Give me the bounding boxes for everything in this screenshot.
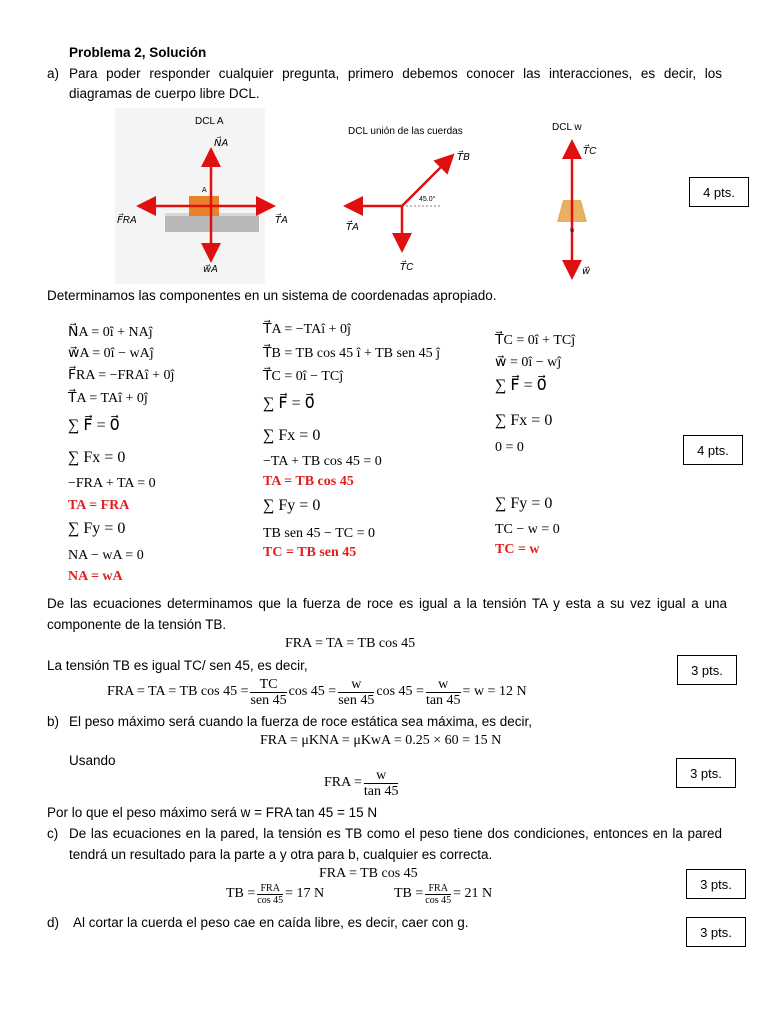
roce-line2: componente de la tensión TB. [47, 617, 227, 632]
equation: ∑ F⃗ = 0⃗ [68, 417, 120, 434]
equation: FRA = μKNA = μKwA = 0.25 × 60 = 15 N [260, 733, 502, 748]
label-wa: w⃗A [203, 264, 218, 275]
equation-fraction [226, 883, 324, 906]
equation: ∑ Fx = 0 [68, 449, 126, 466]
label-ta2: T⃗A [346, 222, 359, 233]
eq-part: TB = [394, 886, 424, 902]
points-box: 4 pts. [689, 177, 749, 207]
list-marker-a: a) [47, 66, 60, 81]
equation: ∑ Fy = 0 [263, 497, 321, 514]
para-b-text: El peso máximo será cuando la fuerza de roce estática sea máxima, es decir, [69, 714, 532, 729]
eq-part: cos 45 = [288, 684, 337, 700]
equation: ∑ Fy = 0 [68, 520, 126, 537]
points-box: 3 pts. [677, 655, 737, 685]
eq-part: FRA = TA = TB cos 45 = [107, 684, 249, 700]
components-intro: Determinamos las componentes en un sistema de coordenadas apropiado. [47, 288, 497, 303]
eq-part: = 17 N [285, 886, 325, 902]
equation: w⃗ = 0î − wĵ [495, 355, 562, 370]
fraction-num: FRA [257, 883, 283, 895]
fraction-num: w [426, 677, 461, 693]
fraction-den: tan 45 [425, 693, 461, 709]
equation: TB sen 45 − TC = 0 [263, 526, 375, 541]
equation: N⃗A = 0î + NAĵ [68, 325, 153, 340]
points-box: 3 pts. [686, 869, 746, 899]
equation: T⃗A = −TAî + 0ĵ [263, 322, 351, 337]
equation-result: NA = wA [68, 569, 123, 584]
equation: T⃗C = 0î − TCĵ [263, 369, 344, 384]
equation: T⃗A = TAî + 0ĵ [68, 391, 148, 406]
fraction-num: w [338, 677, 374, 693]
equation: ∑ Fx = 0 [495, 412, 553, 429]
equation: ∑ F⃗ = 0⃗ [263, 395, 315, 412]
block-a-label: A [202, 187, 207, 194]
roce-line1: De las ecuaciones determinamos que la fuerza de roce es igual a la tensión TA y esta a su vez igual a una [47, 596, 727, 611]
para-a-line1: Para poder responder cualquier pregunta, primero debemos conocer las interacciones, es decir, los [69, 66, 722, 81]
fraction [364, 768, 399, 800]
equation-result: TC = w [495, 542, 540, 557]
eq-part: = 21 N [453, 886, 493, 902]
fraction [426, 677, 461, 709]
equation-fraction [394, 883, 492, 906]
para-a-line2: diagramas de cuerpo libre DCL. [69, 86, 260, 101]
list-marker-b: b) [47, 714, 60, 729]
equation: NA − wA = 0 [68, 548, 144, 563]
label-ta: T⃗A [275, 215, 288, 226]
label-tc-w: T⃗C [583, 146, 597, 157]
points-box: 3 pts. [676, 758, 736, 788]
equation-fraction [324, 768, 400, 800]
equation-result: TC = TB sen 45 [263, 545, 357, 560]
dcl-w-title: DCL w [552, 122, 582, 133]
label-tc: T⃗C [400, 262, 414, 273]
fraction [425, 883, 451, 906]
label-fra: F⃗RA [117, 215, 137, 226]
equation: F⃗RA = −FRAî + 0ĵ [68, 368, 175, 383]
dcl-diagrams [115, 108, 625, 288]
equation-result: TA = FRA [68, 498, 130, 513]
fraction-den: cos 45 [425, 895, 452, 906]
equation: FRA = TA = TB cos 45 [285, 636, 416, 651]
label-tb: T⃗B [457, 152, 470, 163]
eq-part: = w = 12 N [462, 684, 527, 700]
para-d-text: Al cortar la cuerda el peso cae en caída libre, es decir, caer con g. [73, 915, 469, 930]
usando-label: Usando [69, 753, 116, 768]
eq-part: TB = [226, 886, 256, 902]
dcl-cuerdas-title: DCL unión de las cuerdas [348, 126, 463, 137]
label-na: N⃗A [214, 138, 229, 149]
fraction [250, 677, 286, 709]
equation: ∑ Fy = 0 [495, 495, 553, 512]
para-b-result: Por lo que el peso máximo será w = FRA tan 45 = 15 N [47, 805, 378, 820]
fraction [338, 677, 374, 709]
fraction-num: FRA [425, 883, 451, 895]
block-w-label: w [570, 228, 575, 234]
label-w: w⃗ [582, 266, 591, 277]
eq-part: FRA = [324, 775, 362, 791]
para-c-line1: De las ecuaciones en la pared, la tensión es TB como el peso tiene dos condiciones, entonces en la pared [69, 826, 722, 841]
fraction-den: sen 45 [250, 693, 287, 709]
fraction-num: TC [250, 677, 286, 693]
angle-label: 45.0° [419, 196, 436, 203]
fraction-den: sen 45 [338, 693, 375, 709]
equation: TC − w = 0 [495, 522, 560, 537]
equation-fractions [107, 677, 527, 709]
equation: ∑ Fx = 0 [263, 427, 321, 444]
fraction-num: w [364, 768, 399, 784]
equation: T⃗C = 0î + TCĵ [495, 333, 576, 348]
fraction-den: cos 45 [257, 895, 284, 906]
para-c-line2: tendrá un resultado para la parte a y otra para b, cualquier es correcta. [69, 847, 493, 862]
equation: w⃗A = 0î − wAĵ [68, 346, 154, 361]
equation-result: TA = TB cos 45 [263, 474, 354, 489]
fraction-den: tan 45 [363, 784, 399, 800]
equation: ∑ F⃗ = 0⃗ [495, 377, 547, 394]
equation: 0 = 0 [495, 440, 524, 455]
points-box: 3 pts. [686, 917, 746, 947]
equation: T⃗B = TB cos 45 î + TB sen 45 ĵ [263, 346, 441, 361]
equation: −FRA + TA = 0 [68, 476, 156, 491]
list-marker-d: d) [47, 915, 60, 930]
fraction [257, 883, 283, 906]
tension-line: La tensión TB es igual TC/ sen 45, es decir, [47, 658, 308, 673]
page-title: Problema 2, Solución [69, 45, 207, 60]
equation: −TA + TB cos 45 = 0 [263, 454, 382, 469]
points-box: 4 pts. [683, 435, 743, 465]
dcl-a-title: DCL A [195, 116, 224, 127]
equation: FRA = TB cos 45 [319, 866, 418, 881]
list-marker-c: c) [47, 826, 59, 841]
eq-part: cos 45 = [376, 684, 424, 700]
